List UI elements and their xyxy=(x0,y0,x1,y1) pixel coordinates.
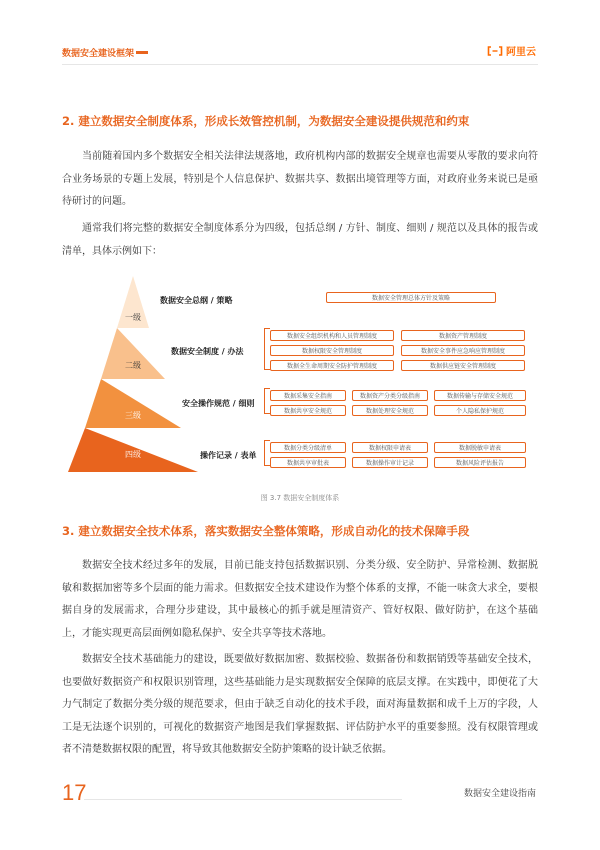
footer-divider xyxy=(84,799,402,800)
tier-2-item: 数据全生命周期安全防护管理制度 xyxy=(270,360,394,371)
pyramid-level-3 xyxy=(85,379,181,428)
header-title: 数据安全建设框架 xyxy=(62,49,135,59)
tier-2-item: 数据资产管理制度 xyxy=(401,330,525,341)
tier-3-item: 个人隐私保护规范 xyxy=(434,405,526,416)
section-2-paragraph-1: 当前随着国内多个数据安全相关法律法规落地，政府机构内部的数据安全规章也需要从零散的要求向符合业务场景的专题上发展，特别是个人信息保护、数据共享、数据出境管理等方面，对政府业务来说已是亟待研讨的问题。 xyxy=(62,151,538,207)
tier-2-item: 数据权限安全管理制度 xyxy=(270,345,394,356)
tier-4-item: 数据操作审计记录 xyxy=(352,457,428,468)
figure-caption: 图 3.7 数据安全制度体系 xyxy=(260,494,340,502)
section-2-paragraph-2: 通常我们将完整的数据安全制度体系分为四级，包括总纲 / 方针、制度、细则 / 规范以及具体的报告或清单，具体示例如下： xyxy=(62,223,538,257)
tier-3-item: 数据处理安全规范 xyxy=(352,405,428,416)
pyramid-level-2 xyxy=(101,328,165,379)
tier-4-item: 数据风险评估报告 xyxy=(434,457,526,468)
logo-text: 阿里云 xyxy=(506,47,536,58)
tier-3-item: 数据采集安全指南 xyxy=(270,390,346,401)
tier-2-item: 数据安全组织机构和人员管理制度 xyxy=(270,330,394,341)
level-1-label: 一级 xyxy=(125,313,141,322)
header-divider xyxy=(62,64,538,65)
footer-title: 数据安全建设指南 xyxy=(463,789,536,799)
section-3-paragraph-1: 数据安全技术经过多年的发展，目前已能支持包括数据识别、分类分级、安全防护、异常检测、数据脱敏和数据加密等多个层面的能力需求。但数据安全技术建设作为整个体系的支撑，不能一味贪大求全，要根据自身的发展需求，合理分步建设，其中最核心的抓手就是厘清资产、管好权限、做好防护，在这个基础上，才能实现更高层面例如隐私保护、安全共享等技术落地。 xyxy=(62,560,538,639)
tier-3-item: 数据共享安全规范 xyxy=(270,405,346,416)
tier-4-label: 操作记录 / 表单 xyxy=(200,451,257,460)
level-3-label: 三级 xyxy=(125,411,141,420)
tier-3-item: 数据传输与存储安全规范 xyxy=(434,390,526,401)
section-2-title: 2. 建立数据安全制度体系，形成长效管控机制，为数据安全建设提供规范和约束 xyxy=(62,114,470,128)
tier-1-item: 数据安全管理总体方针及策略 xyxy=(326,292,496,303)
tier-4-item: 数据共享审批表 xyxy=(270,457,346,468)
tier-4-item: 数据分类分级清单 xyxy=(270,442,346,453)
security-system-pyramid-diagram xyxy=(0,270,600,480)
brand-logo xyxy=(487,43,536,58)
tier-3-label: 安全操作规范 / 细则 xyxy=(182,399,255,408)
tier-2-item: 数据安全事件应急响应管理制度 xyxy=(401,345,525,356)
level-4-label: 四级 xyxy=(125,450,141,459)
tier-2-label: 数据安全制度 / 办法 xyxy=(171,347,244,356)
section-3-title: 3. 建立数据安全技术体系，落实数据安全整体策略，形成自动化的技术保障手段 xyxy=(62,524,470,538)
page-number: 17 xyxy=(62,780,87,805)
header-accent-bar xyxy=(136,51,148,54)
section-3-paragraph-2: 数据安全技术基础能力的建设，既要做好数据加密、数据校验、数据备份和数据销毁等基础安全技术，也要做好数据资产和权限识别管理，这些基础能力是实现数据安全保障的底层支撑。在实践中，即便花了大力气制定了数据分类分级的规范要求，但由于缺乏自动化的技术手段，面对海量数据和成千上万的字段，人工是无法逐个识别的，可视化的数据资产地图是我们掌握数据、评估防护水平的重要参照。没有权限管理或者不清楚数据权限的配置，将导致其他数据安全防护策略的设计缺乏依据。 xyxy=(62,654,538,755)
level-2-label: 二级 xyxy=(125,361,141,370)
tier-2-item: 数据供应链安全管理制度 xyxy=(401,360,525,371)
aliyun-logo-icon xyxy=(487,46,503,56)
tier-3-item: 数据资产分类分级指南 xyxy=(352,390,428,401)
tier-1-label: 数据安全总纲 / 策略 xyxy=(160,296,233,305)
tier-4-item: 数据权限申请表 xyxy=(352,442,428,453)
tier-4-item: 数据脱敏申请表 xyxy=(434,442,526,453)
